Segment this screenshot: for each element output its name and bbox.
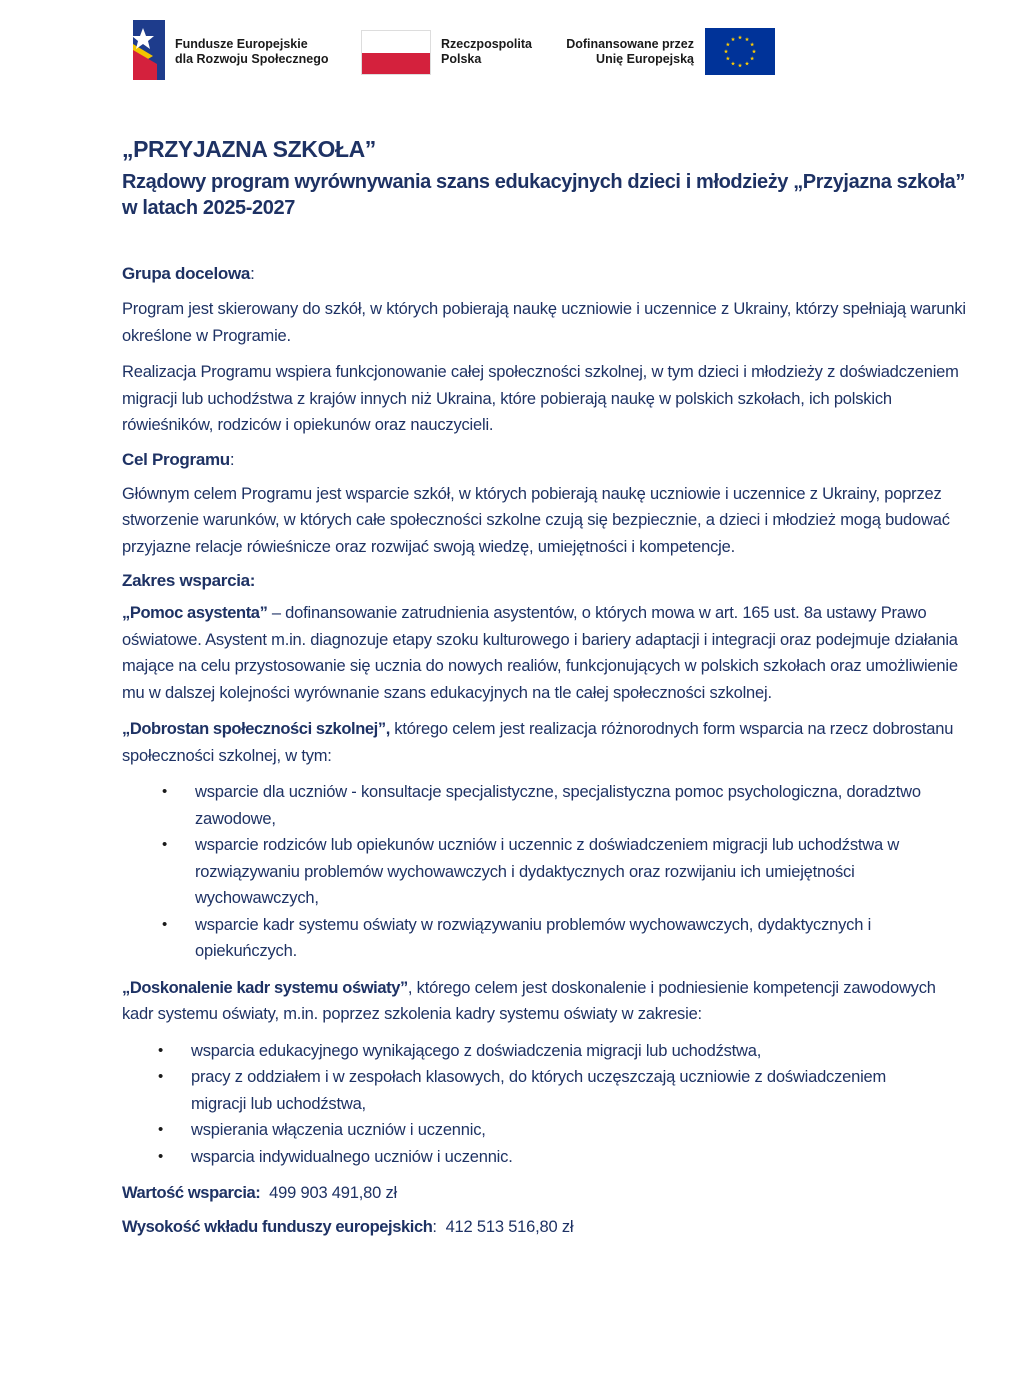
- rp-logo-line2: Polska: [441, 52, 482, 66]
- wellbeing-list: [162, 779, 965, 965]
- rp-logo-line1: Rzeczpospolita: [441, 37, 532, 51]
- polish-flag-icon: [361, 30, 431, 75]
- assistant-name: „Pomoc asystenta”: [122, 604, 268, 622]
- document-content: [122, 133, 967, 1240]
- fe-logo-icon: [133, 20, 165, 80]
- assistant-paragraph: [122, 600, 967, 706]
- scope-heading: Zakres wsparcia:: [122, 571, 256, 590]
- eu-logo-line1: Dofinansowane przez: [566, 37, 694, 51]
- wellbeing-paragraph: [122, 716, 967, 769]
- list-item: • pracy z oddziałem i w zespołach klasowych, do których uczęszczają uczniowie z doświadczeniem migracji lub uchodźstwa,: [158, 1068, 887, 1113]
- list-item: • wsparcie dla uczniów - konsultacje specjalistyczne, specjalistyczna pomoc psychologiczna, doradztwo zawodowe,: [162, 783, 921, 828]
- training-name: „Doskonalenie kadr systemu oświaty”: [122, 978, 408, 997]
- support-value-amount: 499 903 491,80 zł: [269, 1184, 397, 1202]
- logo-bar: [133, 20, 793, 82]
- fe-logo-line2: dla Rozwoju Społecznego: [175, 52, 329, 66]
- list-item: • wsparcia indywidualnego uczniów i uczennic.: [158, 1147, 513, 1166]
- target-group-heading: Grupa docelowa:: [122, 264, 255, 283]
- eu-logo-text: [558, 37, 694, 67]
- list-item: • wspierania włączenia uczniów i uczennic,: [158, 1121, 486, 1139]
- eu-flag-icon: [705, 28, 775, 75]
- eu-contribution-amount: 412 513 516,80 zł: [445, 1218, 574, 1236]
- goal-paragraph: Głównym celem Programu jest wsparcie szkół, w których pobierają naukę uczniowie i uczennice z Ukrainy, poprzez stworzenie warunków, w których całe społeczności szkolne czują się bezpiecznie, a dzieci i młodzież mogą budować przyjazne relacje rówieśnicze oraz rozwijać swoją wiedzę, umiejętności i kompetencje.: [122, 484, 950, 556]
- fe-logo-text: [175, 37, 328, 67]
- support-value-label: Wartość wsparcia:: [122, 1184, 261, 1202]
- rp-logo-text: [441, 37, 532, 67]
- eu-contribution: Wysokość wkładu funduszy europejskich: 412 513 516,80 zł: [122, 1218, 574, 1236]
- support-value: [122, 1180, 967, 1206]
- list-item: • wsparcie rodziców lub opiekunów uczniów i uczennic z doświadczeniem migracji lub uchodźstwa w rozwiązywaniu problemów wychowawczych i dydaktycznych oraz rozwijaniu ich umiejętności wychowawczych,: [162, 836, 900, 907]
- wellbeing-text: którego celem jest realizacja różnorodnych form wsparcia na rzecz dobrostanu społeczności szkolnej, w tym:: [122, 720, 954, 765]
- list-item: • wsparcia edukacyjnego wynikającego z doświadczenia migracji lub uchodźstwa,: [158, 1041, 762, 1060]
- wellbeing-name: „Dobrostan społeczności szkolnej”,: [122, 720, 390, 738]
- training-paragraph: [122, 975, 967, 1028]
- training-text: , którego celem jest doskonalenie i podniesienie kompetencji zawodowych kadr systemu oświaty, m.in. poprzez szkolenia kadry systemu oświaty w zakresie:: [122, 978, 936, 1023]
- assistant-text: – dofinansowanie zatrudnienia asystentów, o których mowa w art. 165 ust. 8a ustawy Prawo oświatowe. Asystent m.in. diagnozuje etapy szoku kulturowego i bariery adaptacji i integracji oraz podejmuje działania mające na celu przystosowanie się ucznia do nowych realiów, funkcjonujących w polskich szkołach oraz umożliwienie mu w dalszej kolejności wyrównanie szans edukacyjnych na tle całej społeczności szkolnej.: [122, 604, 958, 702]
- eu-logo-line2: Unię Europejską: [596, 52, 694, 66]
- list-item: • wsparcie kadr systemu oświaty w rozwiązywaniu problemów wychowawczych, dydaktycznych i opiekuńczych.: [162, 915, 872, 960]
- training-list: [158, 1038, 911, 1171]
- target-group-paragraph-1: Program jest skierowany do szkół, w których pobierają naukę uczniowie i uczennice z Ukrainy, którzy spełniają warunki określone w Programie.: [122, 300, 966, 345]
- fe-logo-line1: Fundusze Europejskie: [175, 37, 308, 51]
- page-subtitle: Rządowy program wyrównywania szans edukacyjnych dzieci i młodzieży „Przyjazna szkoła” w latach 2025-2027: [122, 171, 965, 219]
- target-group-paragraph-2: Realizacja Programu wspiera funkcjonowanie całej społeczności szkolnej, w tym dzieci i młodzieży z doświadczeniem migracji lub uchodźstwa z krajów innych niż Ukraina, które pobierają naukę w polskich szkołach, ich polskich rówieśników, rodziców i opiekunów oraz nauczycieli.: [122, 363, 959, 434]
- page-title: „PRZYJAZNA SZKOŁA”: [122, 136, 376, 162]
- goal-heading: Cel Programu:: [122, 449, 235, 469]
- eu-contribution-label: Wysokość wkładu funduszy europejskich: [122, 1218, 433, 1236]
